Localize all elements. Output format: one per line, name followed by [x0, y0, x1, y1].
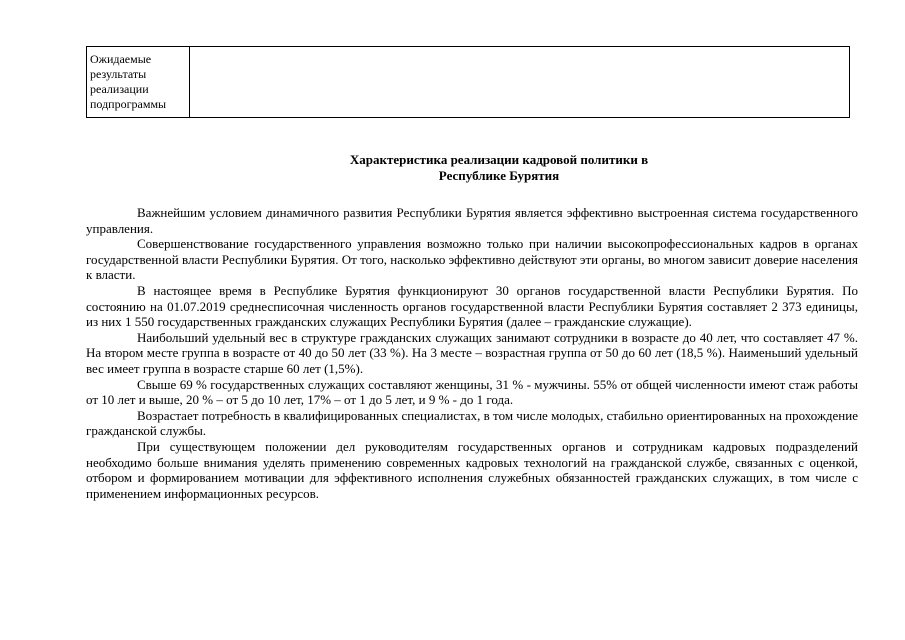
body-text	[86, 205, 858, 501]
paragraph-4: Наибольший удельный вес в структуре гражданских служащих занимают сотрудники в возрасте до 40 лет, что составляет 47 %. На втором месте группа в возрасте от 40 до 50 лет (33 %). На 3 месте – возрастная группа от 50 до 60 лет (18,5 %). Наименьший удельный вес имеет группа в возрасте старше 60 лет (1,5%).	[86, 329, 858, 376]
paragraph-1: Важнейшим условием динамичного развития Республики Бурятия является эффективно выстроенная система государственного управления.	[86, 205, 858, 236]
expected-results-label-cell: Ожидаемые результаты реализации подпрограммы	[87, 47, 190, 117]
paragraph-6: Возрастает потребность в квалифицированных специалистах, в том числе молодых, стабильно ориентированных на прохождение гражданской службы.	[86, 407, 858, 439]
expected-results-value-cell	[190, 47, 849, 117]
paragraph-2: Совершенствование государственного управления возможно только при наличии высокопрофессиональных кадров в органах государственной власти Республики Бурятия. От того, насколько эффективно действуют эти органы, во многом зависит доверие населения к власти.	[86, 236, 858, 283]
paragraph-5: Свыше 69 % государственных служащих составляют женщины, 31 % - мужчины. 55% от общей численности имеют стаж работы от 10 лет и выше, 20 % – от 5 до 10 лет, 17% – от 1 до 5 лет, и 9 % - до 1 года.	[86, 376, 858, 408]
section-title: Характеристика реализации кадровой политики в Республике Бурятия	[349, 152, 649, 183]
paragraph-3: В настоящее время в Республике Бурятия функционируют 30 органов государственной власти Республики Бурятия. По состоянию на 01.07.2019 среднесписочная численность органов государственной власти Республики Бурятия составляет 2 373 единицы, из них 1 550 государственных гражданских служащих Республики Бурятия (далее – гражданские служащие).	[86, 282, 858, 330]
expected-results-table	[86, 46, 850, 118]
paragraph-7: При существующем положении дел руководителям государственных органов и сотрудникам кадровых подразделений необходимо больше внимания уделять применению современных кадровых технологий на гражданской службе, связанных с оценкой, отбором и формированием мотивации для эффективного исполнения служебных обязанностей гражданских служащих, в том числе с применением информационных ресурсов.	[86, 438, 858, 501]
